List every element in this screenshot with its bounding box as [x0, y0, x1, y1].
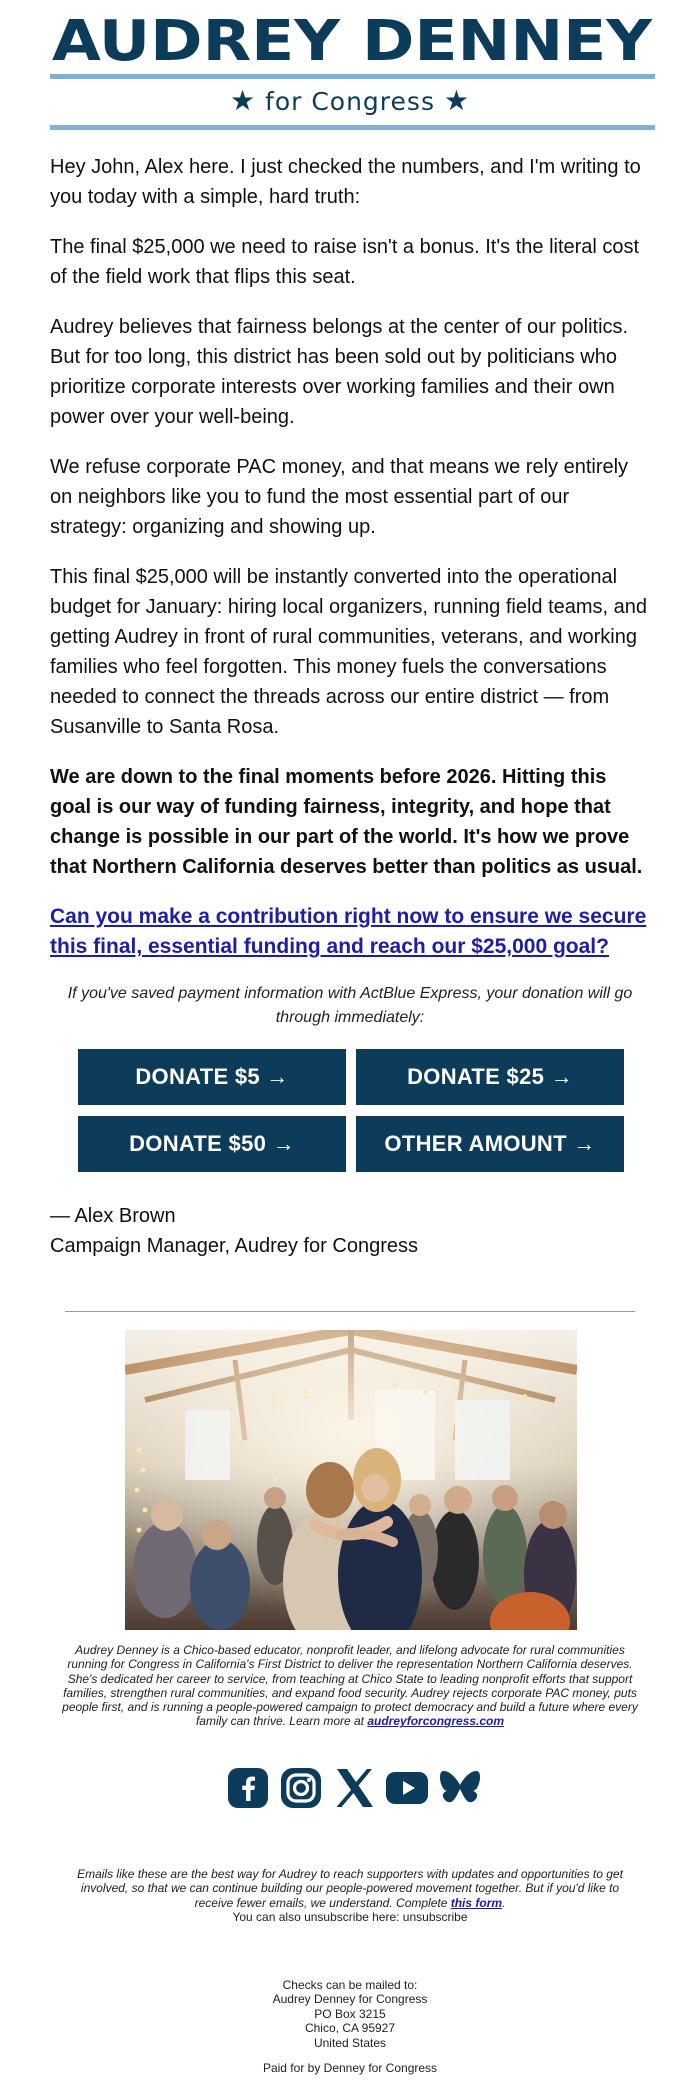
instagram-icon[interactable]	[279, 1766, 323, 1810]
donate-25-button[interactable]: DONATE $25 →	[356, 1049, 624, 1105]
social-links	[0, 1766, 700, 1810]
contribution-link[interactable]: Can you make a contribution right now to ensure we secure this final, essential funding and reach our $25,000 goal?	[50, 905, 647, 958]
bluesky-icon[interactable]	[438, 1766, 482, 1810]
mailing-address	[0, 1978, 700, 2050]
signature-name: — Alex Brown	[50, 1205, 176, 1227]
donate-50-button[interactable]: DONATE $50 →	[78, 1116, 346, 1172]
star-icon: ★	[229, 84, 257, 117]
event-photo-illustration	[125, 1330, 577, 1630]
campaign-event-photo	[125, 1330, 577, 1630]
facebook-icon[interactable]	[226, 1766, 270, 1810]
donate-5-button[interactable]: DONATE $5 →	[78, 1049, 346, 1105]
bio-text: Audrey Denney is a Chico-based educator, nonprofit leader, and lifelong advocate for rural communities running for Congress in California's First District to deliver the representation Northern California deserves. She's dedicated her career to service, from teaching at Chico State to leading nonprofit efforts that support families, strengthen rural communities, and expand food security. Audrey rejects corporate PAC money, puts people first, and is running a people-powered campaign to protect democracy and build a future where every family can thrive. Learn more at	[62, 1643, 638, 1729]
campaign-website-link[interactable]: audreyforcongress.com	[367, 1714, 505, 1729]
logo-wordmark	[50, 8, 655, 70]
candidate-bio	[60, 1643, 640, 1729]
paid-for-disclaimer: Paid for by Denney for Congress	[262, 2061, 438, 2075]
paragraph-final-moments: We are down to the final moments before 2026. Hitting this goal is our way of funding fairness, integrity, and hope that change is possible in our part of the world. It's how we prove that Northern California deserves better than politics as usual.	[50, 766, 643, 878]
paragraph-goal: The final $25,000 we need to raise isn't a bonus. It's the literal cost of the field work that flips this seat.	[50, 236, 640, 288]
actblue-express-note: If you've saved payment information with ActBlue Express, your donation will go through immediately:	[67, 985, 633, 1026]
signature-title: Campaign Manager, Audrey for Congress	[50, 1235, 418, 1257]
other-amount-button[interactable]: OTHER AMOUNT →	[356, 1116, 624, 1172]
x-icon[interactable]	[332, 1766, 376, 1810]
notice-text: Emails like these are the best way for Audrey to reach supporters with updates and opportunities to get involved, so that we can continue building our people-powered movement together. But if you'd like to receive fewer emails, we understand. Complete	[77, 1867, 623, 1910]
logo-rule-bottom	[50, 125, 655, 130]
address-line-2: PO Box 3215	[314, 2006, 386, 2021]
address-line-1: Audrey Denney for Congress	[272, 1992, 428, 2007]
paragraph-greeting: Hey John, Alex here. I just checked the numbers, and I'm writing to you today with a simple, hard truth:	[50, 156, 641, 208]
logo-name-text: AUDREY DENNEY	[52, 9, 654, 70]
notice-end: .	[502, 1895, 506, 1910]
logo-rule-top	[50, 74, 655, 79]
paragraph-fairness: Audrey believes that fairness belongs at the center of our politics. But for too long, this district has been sold out by politicians who prioritize corporate interests over working families and their own power over your well-being.	[50, 316, 629, 428]
preferences-form-link[interactable]: this form	[450, 1895, 503, 1910]
address-label: Checks can be mailed to:	[282, 1978, 418, 1992]
footer-divider	[65, 1311, 635, 1312]
youtube-icon[interactable]	[385, 1766, 429, 1810]
paragraph-budget: This final $25,000 will be instantly converted into the operational budget for January: hiring local organizers, running field teams, and getting Audrey in front of rural communities, veterans, and working families who feel forgotten. This money fuels the conversations needed to connect the threads across our entire district — from Susanville to Santa Rosa.	[50, 566, 648, 738]
star-icon: ★	[443, 84, 471, 117]
email-preferences-notice	[60, 1867, 640, 1925]
campaign-logo	[0, 0, 700, 140]
unsubscribe-line[interactable]: You can also unsubscribe here: unsubscribe	[232, 1910, 468, 1925]
address-line-3: Chico, CA 95927	[304, 2021, 396, 2036]
paragraph-pac: We refuse corporate PAC money, and that means we rely entirely on neighbors like you to fund the most essential part of our strategy: organizing and showing up.	[50, 456, 629, 538]
address-line-4: United States	[313, 2035, 387, 2050]
logo-tagline	[0, 84, 700, 117]
tagline-text: for Congress	[265, 87, 435, 116]
